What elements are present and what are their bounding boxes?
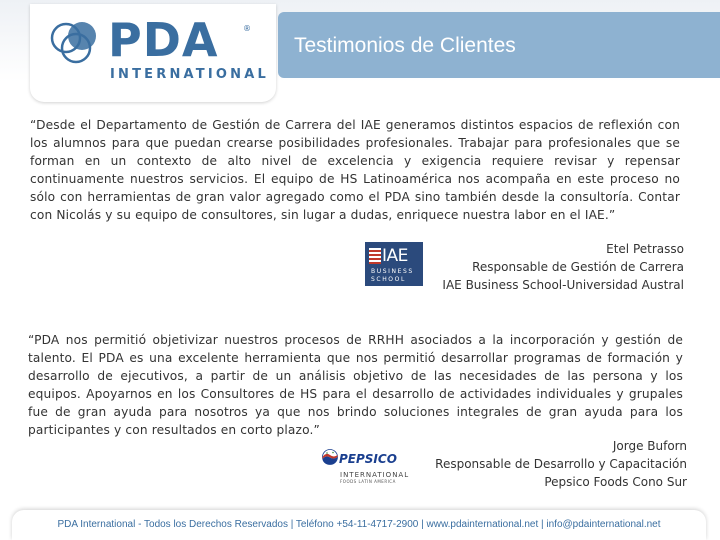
iae-crest-icon — [369, 248, 381, 264]
signature-company: IAE Business School-Universidad Austral — [442, 278, 684, 292]
pepsico-globe-icon — [322, 449, 338, 465]
logo-registered-mark: ® — [243, 24, 251, 33]
iae-logo — [365, 242, 423, 286]
signature-pepsico — [435, 437, 687, 491]
page-title: Testimonios de Clientes — [294, 34, 516, 57]
iae-logo-text: IAE — [382, 246, 408, 266]
pepsico-logo-line1: INTERNATIONAL — [340, 471, 410, 479]
signature-role: Responsable de Desarrollo y Capacitación — [435, 457, 687, 471]
footer-text[interactable]: PDA International - Todos los Derechos Reservados | Teléfono +54-11-4717-2900 | www.pdainternational.net | info@pdainternational.net — [57, 519, 661, 530]
title-band — [278, 12, 720, 78]
signature-iae — [442, 240, 684, 294]
logo-wordmark: PDA — [108, 13, 219, 67]
signature-role: Responsable de Gestión de Carrera — [472, 260, 684, 274]
pda-logo[interactable] — [30, 4, 276, 102]
signature-name: Etel Petrasso — [606, 242, 684, 256]
logo-circles-icon — [48, 18, 108, 66]
pepsico-logo-line2: FOODS LATIN AMERICA — [340, 479, 396, 484]
iae-logo-line2: SCHOOL — [371, 276, 406, 283]
testimonial-quote-iae: “Desde el Departamento de Gestión de Carrera del IAE generamos distintos espacios de reflexión con los alumnos para que puedan crearse posibilidades profesionales. Trabajar para profesionales que se forman en un contexto de alto nivel de excelencia y exigencia requiere revisar y repensar continuamente nuestros servicios. El equipo de HS Latinoamérica nos acompaña en este proceso no sólo con herramientas de gran valor agregado como el PDA sino también desde la consultoría. Contar con Nicolás y su equipo de consultores, sin lugar a dudas, enriquece nuestra labor en el IAE.” — [30, 118, 680, 222]
logo-subtext: INTERNATIONAL — [110, 67, 269, 82]
signature-company: Pepsico Foods Cono Sur — [544, 475, 687, 489]
footer — [12, 510, 706, 540]
iae-logo-line1: BUSINESS — [371, 268, 414, 275]
signature-name: Jorge Buforn — [612, 439, 687, 453]
pepsico-logo-text: PEPSICO — [339, 452, 397, 466]
testimonial-quote-pepsico: “PDA nos permitió objetivizar nuestros procesos de RRHH asociados a la incorporación y gestión de talento. El PDA es una excelente herramienta que nos permitió desarrollar programas de formación y desarrollo de ejecutivos, a partir de un análisis objetivo de las necesidades de las persona y los equipos. Apoyarnos en los Consultores de HS para el desarrollo de actividades individuales y grupales fue de gran ayuda para nosotros ya que nos brindo soluciones integrales de gran ayuda para los participantes y con resultados en corto plazo.” — [28, 333, 683, 437]
pepsico-logo — [320, 446, 412, 486]
